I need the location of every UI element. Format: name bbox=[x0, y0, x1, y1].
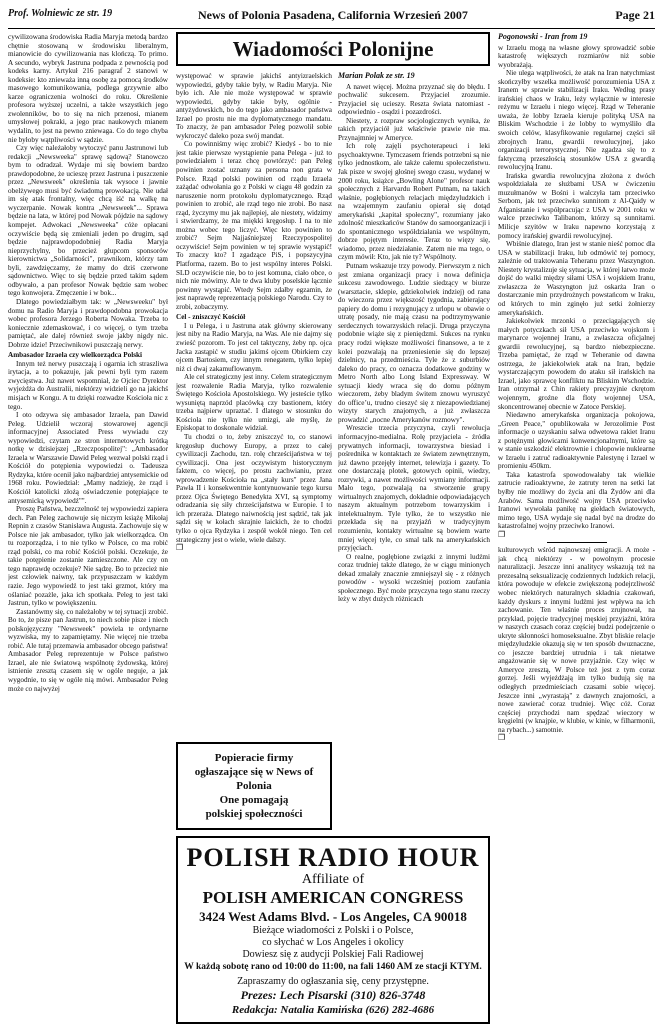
article-signature: Pogonowski - Iran from 19 bbox=[498, 33, 588, 41]
paragraph: Wbiśnie dlatego, Iran jest w stanie nieść pomoc dla USA w stabilizacji Iraku, lub odmówić tej pomocy, zależnie od traktowania Teheranu przez Waszyngton. Niestety krystalizuje się sytuacja, w której łatwo może dojść do walki między siłami USA i wojskiem Iranu, zwłaszcza że Waszyngton już oskarża Iran o dostarczanie min przydrożnych powstańcom w Iraku, od których to min zginęło już setki żołnierzy amerykańskich. bbox=[498, 240, 655, 317]
section-banner: Wiadomości Polonijne bbox=[176, 32, 490, 66]
paragraph: Ich rolę zajęli psychoterapeuci i leki psychoaktywne. Tymczasem friends potrzebni są nie tylko jednostkom, ale także całemu społeczeństwu. Jak pisze w swojej głośnej swego czasu, wydanej w 2000 roku, książce „Bowling Alone" profesor nauk społecznych z Harvardu Robert Putnam, na takich właśnie, pogłębionych relacjach międzyludzkich i na wzajemnym zaufaniu opierał się dotąd amerykański „kapitał społeczny", rozumiany jako zdolność mieszkańców Stanów do samoorganizacji i do spontanicznego współdziałania we wspólnym, dobrze pojętym interesie. Teraz to więzy się, wiadomo, przez niedziałanie. Zatem nie ma tego, o czym mówił: Kto, jak nie ty? Wspólnoty. bbox=[338, 142, 490, 262]
radio-ad-invite: Zapraszamy do ogłaszania się, ceny przystępne. bbox=[237, 976, 429, 987]
paragraph: Co powinniśmy więc zrobić? Kiedyś - bo to nie jest takie pierwsze wystąpienie pana Pelega - już to powiedziałem i teraz chcę powtórzyć: pan Peleg powinien zostać uznany za persona non grata w Polsce. Rząd polski powinien od rządu Izraela zażądać odwołania go z Polski w ciągu 48 godzin za naruszenie norm protokołu dyplomatycznego. Rząd powinien to zrobić, ale rząd tego nie zrobi. Bo nasz rząd, życzymy mu jak najlepiej, ale niestety, widzimy i stwierdzamy, że ma miękki kręgosłup. I na to nie można wobec tego liczyć. Więc kto powinien to zrobić? Sejm Najjaśniejszej Rzeczypospolitej oczywiście! Sejm powinien w tej sprawie wystąpić! To znaczy kto? I zgadzące PiS, i popszycyjna Platforma, razem. Bo to jest wspólny interes Polski. SLD oczywiście nie, bo to jest komuna, ciało obce, o nich nie mówimy. Ale te dwa kluby poselskie łącznie powinny wystąpić. Wtedy Sejm zdałby egzamin, że jest naprawdę reprezentacją polskiego Narodu. Czy to zrobi, zobaczymy. bbox=[176, 140, 332, 311]
section-heading: Ambasador Izraela czy wielkorządca Polski bbox=[8, 351, 143, 360]
middle-column bbox=[176, 72, 332, 732]
paragraph: Zastanówmy się, co należałoby w tej sytuacji zrobić. Bo to, że pisze pan Jastrun, to niech sobie pisze i niech polskojęzyczny "Newsweek" powiela te ordynarne wyzwiska, my to zapamiętamy. Nie więcej nie trzeba robić. Ale tutaj przemawia ambasador obcego państwa! Ambasador Peleg reprezentuje w Polsce państwo Izrael, ale nie światową wspólnotę żydowską, której istnienie zresztą czasem się w ogóle neguje, a jak wygodnie, to się w ogóle nią mówi. Ambasador Peleg może co najwyżej bbox=[8, 607, 168, 693]
paragraph: Jakiekolwiek mrzonki o przeciągających się małych potyczkach sił USA przeciwko wojskom i marynarce wojennej Iranu, a zwłaszcza oficjalnej gwardii rewolucyjnej, są bardzo niebezpieczne. Trzeba pamiętać, że rząd w Teheranie od dawna ostrzega, że jakiekolwiek atak na Iran, będzie wystarczającym powodem do ataku sił irańskich na Izrael, jako sprawcę konfliktu na Bliskim Wschodzie. Iran otrzymał z Chin rakiety precyzyjnie ckrętom wojennym, groźne dla floty wojennej USA, skoncentrowanej obecnie w Zatoce Perskiej. bbox=[498, 317, 655, 411]
paragraph: w Izraelu mogą na własne głowy sprowadzić sobie katastrofę większych rozmiarów niż sobie wyobrażają. bbox=[498, 43, 655, 69]
ad-line: One pomagają bbox=[219, 794, 289, 806]
paragraph: Niedawno amerykańska organizacja pokojowa, „Green Peace," opublikowała w Jerozolimie Post informacje o uzyskaniu salwa odwetowa rakiet Iranu z potężnymi głowicami konwencjonalnymi, które są w stanie uszkodzić elektrownie i chłopowie nuklearne w Izraelu i zatruć radioaktywnie Palestynę i Izrael w promieniu 450km. bbox=[498, 411, 655, 471]
paragraph: Innym też nerwy puszczają i ogarnia ich straszliwa irytacja, a to pokazuje, jak pewni byli tym razem zwycięstwa. Już nawet wspomniał, że Ojciec Dyrektor wyjeżdża do Australii, niektórzy widzieli go na jakichś misjach w Kongu. A tu dzięki rozwadze Kościoła nic z tego. bbox=[8, 359, 168, 411]
paragraph: O realne, pogłębione związki z innymi ludźmi coraz trudniej także dlatego, że w ciągu minionych dekad zmalały znacznie zmniejszył się - z różnych powodów - wysoki wcześniej poziom zaufania społecznego. Być może przyczyna tego stanu rzeczy leży w zbyt dużych różnicach bbox=[338, 552, 490, 604]
ad-line: Popieracie firmy bbox=[214, 752, 294, 764]
ad-line: polskiej społeczności bbox=[205, 808, 303, 820]
header-masthead: News of Polonia Pasadena, California Wrzesień 2007 bbox=[198, 8, 468, 22]
end-mark: ❐ bbox=[498, 529, 506, 539]
radio-hour-ad bbox=[176, 836, 490, 1024]
ad-line: Polonia bbox=[236, 780, 272, 792]
paragraph: cywilizowana środowiska Radia Maryja metodą bardzo chętnie stosowaną w środowisku liberalnym, mianowicie do cywilizowania nas klończą. To primo. A secundo, wybryk Jastruna podpada z pewnością pod kodeks karny. Artykuł 216 paragraf 2 stanowi w kodeksie: kto znieważa inną osobę za pomocą środków masowego komunikowania, podlega grzywnie albo karze ograniczenia wolności do roku. Określenie profesora wyższej uczelni, a także wszystkich jego zwolenników, bo to się na nich przenosi, mianem umysłowej pokraki, a jego prac naukowych mianem wydalin, to jest na pewno zniewaga. Co do tego chyba nie byłoby wątpliwości w sądzie. bbox=[8, 33, 168, 144]
radio-ad-title: POLISH RADIO HOUR bbox=[186, 843, 480, 872]
paragraph: Niestety, z rozpraw socjologicznych wynika, że takich przyjaciół już właściwie prawie nie ma. Przynajmniej w Ameryce. bbox=[338, 116, 490, 142]
radio-ad-desc: co słychać w Los Angeles i okolicy bbox=[262, 937, 404, 948]
left-column bbox=[8, 33, 168, 1018]
page-header bbox=[8, 8, 655, 26]
right-column bbox=[498, 33, 655, 1018]
paragraph: Ale cel strategiczny jest inny. Celem strategicznym jest rozwalenie Radia Maryja, tylko rozwalenie Świętego Kościoła Apostolskiego. Wy jesteście tylko wysuniętą naprzód placówką czy bastionem, który trzeba najpierw upraztać. I dlatego w stosunku do Kościoła nie tylko nie umizgi, ale myślę, że Episkopat to doskonale widział. bbox=[176, 373, 332, 433]
paragraph: Tu chodzi o to, żeby zniszczyć to, co stanowi kręgosłup duchowy Europy, a przez to całej cywilizacji Zachodu, tzn. rolę chrześcijaństwa w tej cywilizacji. Ona jest oczywistym historycznym faktem, co więcej, po prostu zachwianiu, przez wprowadzenie Kościoła na „stały kurs" przez Jana Pawła II i konsekwentnie kontynuowanie tego kursu przez Ojca Świętego Benedykta XVI, są symptomy odradzania się siły chrześcijaństwa w Europie. I to ich przeraża. Dlatego naiwnością jest sądzić, tak jak sądzi się w kołach skrajnie laickich, że to chodzi tylko o ojca Rydzyka i zespół wokół niego. Ten cel strategiczny jest o wiele, wiele dalszy. bbox=[176, 432, 332, 544]
radio-ad-desc: Dowiesz się z audycji Polskiej Fali Radiowej bbox=[242, 949, 424, 960]
paragraph: I oto odzywa się ambasador Izraela, pan Dawid Peleg. Udzielił wczoraj stowarowej agencji informacyjnej Associated Press wywiadu czy wypowiedzi, czytam ze stron internetowych krótką notkę w dzisiejszej „Rzeczpospolitej": „Ambasador Izraela w Warszawie Dawid Peleg wezwał polski rząd i Kościół do potępienia wypowiedzi o. Tadeusza Rydzyka, które ocenił jako najbardziej antysemickie od 1968 roku. Powiedział: „Mamy nadzieję, że rząd i Kościół katolicki złożą oświadczenie potępiające te antysemicką wypowiedź"". bbox=[8, 411, 168, 505]
paragraph: Putnam wskazuje trzy powody. Pierwszym z nich jest zmiana organizacji pracy i nowa definicja sukcesu zawodowego. Ludzie siedzący w biurze (warsztacie, sklepie, gdziekolwiek indziej) od rana do wieczora przez większość tygodnia, zabierający papiery do domu i rezygnujący z urlopu w obawie o utratę posady, nie mają czasu na podtrzymywanie serdecznych towarzyskich relacji. Druga przyczyna podobnie wiąże się z pieniędzmi. Sukces na rynku pracy rodzi większe możliwości finansowe, a te z kolei pozwalają na przeniesienie się do lepszej dzielnicy, na przedmieścia. Tyle że z suburbiów daleko do pracy, co oznacza dodatkowe godziny w Metro North albo Long Island Expressway. W sytuacji kiedy wraca się do domu późnym wieczorem, żeby bladym świtem znowu wyruszyć do officeʼu, trudno cieszyć się z niezapowiedzianej wizyty starych znajomych, a już zwłaszcza prowadzić „nocne Amerykanów rozmowy". bbox=[338, 262, 490, 424]
paragraph: A nawet więcej. Można przyznać się do błędu. I pochwalić sukcesem. Przyjaciel zrozumie. Przyjaciel się ucieszy. Reszta świata natomiast - odpowiednio - osądzi i pozazdrości. bbox=[338, 82, 490, 117]
end-mark: ❐ bbox=[498, 733, 506, 743]
support-ad-box bbox=[176, 742, 332, 830]
ad-line: ogłaszające się w News of bbox=[194, 766, 314, 778]
article-signature: Marian Polak ze str. 19 bbox=[338, 72, 415, 80]
divider bbox=[547, 542, 607, 543]
paragraph: Taka katastrofa spowodowałaby tak wielkie zatrucie radioaktywne, że zatruty teren na setki lat byłby nie możliwy do życia ani dla Żydów ani dla Arabów. Sama możliwość wojny USA przeciwko Iranowi wywołała panikę na giełdach światowych, mimo tego, USA wydaje się nadal być na drodze do katastrofalnej wojny przeciwko Iranowi. bbox=[498, 470, 655, 531]
paragraph: Proszę Państwa, bezczelność tej wypowiedzi zapiera dech. Pan Peleg zachowuje się niczym książę Mikołaj Repnin z czasów Stanisława Augusta. Zachowuje się w Polsce nie jak ambasador, tylko jak wielkorządca. On tu rozporządza, i to nie tylko w Polsce, co ma robić rząd polski, co ma robić Kościół polski. Oczekuje, że takie potępienie zostanie zamieszczone. Ale czy on tego naprawdę oczekuje? Nie sądzę. Bo to przecież nie jest człowiek naiwny, tak przypuszczam w każdym razie. Jego wypowiedź to jest taki grzmot, który ma oślaniać pozażle, jaka ich spotkała. Peleg to jest taki Jastrun, tylko w powiększeniu. bbox=[8, 505, 168, 608]
article-column bbox=[338, 72, 490, 804]
paragraph: Dlatego powiedziałbym tak: w „Newsweeku" był domu na Radio Maryja i prawdopodobna prowokacja wobec profesora Jerzego Roberta Nowaka. Trzeba to koniecznie zdemaskować, i co więcej, o tym trzeba pamiętać, ale dalej również swoje jakby nigdy nic. Dobrze idzie! Przeciwnikowi puszczają nerwy. bbox=[8, 297, 168, 349]
paragraph: kulturowych wśród najnowszej emigracji. A może - jak chcą niektórzy - w powolnym procesie naturalizacji. Jeszcze inni analitycy wskazują też na prezesalną seksualizację codziennych ludzkich relacji, która powoduje w efekcie zwiększoną podejrzliwość wobec niektórych naturalnych składnia czakowań, każdy dyskurs z innymi ludźmi jest wpływa na ich zachowanie. Ten właśnie proces zrujnował, na przykład, pojęcie tradycyjnej męskiej przyjaźni, która w naszych czasach coraz częściej budzi podejrzenie o ukryte skłonności homoseksualne. Zbyt bliskie relacje międzyludzkie okazują się w ten sposób dwuznaczne, co jeszcze bardziej utrudnia i tak nietatwe angażowanie się w nowe przyjaźnie. Czy więc w Ameryce zresztą, W Polsce też jest z tym coraz gorzej. Jeśli wyjeżdżają im tylko budują się na odległych przedmieściach czasami sobie więcej. Jeszcze inni „wyrastają" z dawnych znajomości, a nowe zawierać coraz trudniej. Więc cóż. Coraz częściej przychodzi nam spędzać wieczory w kręgielni (w knajpie, w klubie, w kinie, w filharmonii, na rybach...) samotnie. bbox=[498, 546, 655, 734]
radio-ad-schedule: W każdą sobotę rano od 10:00 do 11:00, na fali 1460 AM ze stacji KTYM. bbox=[184, 962, 482, 972]
paragraph: Nie ulega wątpliwości, że atak na Iran natychmiast skończyłby wszelka możliwość porozumienia USA z Iranem w sprawie stabilizacji Iraku. Według prasy irańskiej chaos w Iraku, leży wyłącznie w interesie reżymu w Izraelu i niego więcej. Rząd w Teheranie uważa, że lobby Izraela kieruje polityką USA na Bliskim Wschodzie i że lobby to wymyśliło dla swoich celów, klasyfikowanie regularnej części sił zbrojnych Iranu, gwardii rewolucyjnej, jako organizacji terrorystycznej. Nie zgadza się to z faktyczną przeszłością stosunków USA z gwardią rewolucyjną Iranu. bbox=[498, 69, 655, 172]
radio-ad-address: 3424 West Adams Blvd. - Los Angeles, CA 90018 bbox=[199, 909, 467, 924]
end-mark: ❐ bbox=[176, 543, 184, 553]
section-heading: Cel - zniszczyć Kościół bbox=[176, 313, 246, 322]
radio-ad-desc: Bieżące wiadomości z Polski i o Polsce, bbox=[252, 925, 414, 936]
paragraph: Czy więc należałoby wytoczyć panu Jastrunowi lub redakcji „Newsweeka" sprawę sądową? Stanowczo bym to odradzał. Wydaje mi się bowiem bardzo prawdopodobne, że ucieszę przez Jastruna i puszczenie przez „Newsweek" określenia tak wysoce i jawnie obelżywego musi być świadomą prowokacją. Nie udał im się atak frontalny, więc chcą iść na walkę na wyczerpanie. Nowak kontra „Newsweek"... Sprawa będzie na lata, w której pod Nowak pójdzie na sądowy kompejet. Adwokaci „Newsweeka" cóże opłacani oczywiście będą się zmieniali jeden po drugim, sąd będzie najprawdopodobniej Radia Maryja nieprzychylny, bo przecież głupcom sponsorów kierownictwa „Solidarności", prawnikom, którzy tam byli, zawdzięczamy, że mamy do dziś czerwone sądownictwo. Więc to się będzie przed takim sądem odbywało, a pan profesor Nowak będzie sam wobec tego konwojera. Zmęczenie i w bok... bbox=[8, 144, 168, 298]
radio-ad-affiliate: Affiliate of bbox=[301, 872, 365, 887]
radio-ad-editor: Redakcja: Natalia Kamińska (626) 282-4686 bbox=[231, 1004, 435, 1016]
radio-ad-president: Prezes: Lech Pisarski (310) 826-3748 bbox=[240, 988, 426, 1002]
paragraph: Irańska gwardia rewolucyjna złożona z dwóch wspołdziałała ze służbami USA w ćwiczeniu muzułmanów w Bośni i walczyła tam przeciwko Serbom, jak też przeciwko sunnitom z Al-Qaidy w Afganistanie i współpracując z USA w 2001 roku w walce przeciwko Talibanom, którzy są sunnitami. Milicje szyitów w Iraku napewno korzystają z pomocy irańskiej gwardii rewolucyjnej. bbox=[498, 171, 655, 240]
header-rule bbox=[8, 28, 655, 29]
header-signature: Prof. Wolniewic ze str. 19 bbox=[8, 8, 113, 19]
radio-ad-org: POLISH AMERICAN CONGRESS bbox=[202, 888, 464, 907]
paragraph: I u Pelega, i u Jastruna atak główny skierowany jest niby na Radio Maryja, na Was. Ale nie dajmy się zwieść pozorom. To jest cel taktyczny, żeby np. ojca Jacka zastąpić w studiu jakimś ojcem Obirkiem czy ojcem Bartosiem, czy innym renegatem, tylko lepiej niż ci dwaj zakamuflowanym. bbox=[176, 321, 332, 373]
page-number: Page 21 bbox=[615, 8, 655, 22]
paragraph: występować w sprawie jakichś antyizraelskich wypowiedzi, gdyby takie były, w Radiu Maryja. Nie było ich. Ale nie może występować w sprawie wypowiedzi, gdyby takie były, ogólnie - antyżydowskich, bo do tego jako ambasador państwa Izrael po prostu nie ma dyplomatycznego mandatu. To znaczy, że pan ambasador Peleg pozwolił sobie wykroczyć daleko poza swój mandat. bbox=[176, 72, 332, 140]
paragraph: Wreszcie trzecia przyczyna, czyli rewolucja informacyjno-medialna. Rolę przyjaciela - źródła prywatnych informacji, towarzystwa biesiad i pośrednika w kontaktach ze światem zewnętrznym, już dawno przejęły internet, telewizja i gazety. To one dostarczają plotek, gotowych opinii, wiedzy, rozrywki, a nawet możliwości wymiany informacji. Mało tego, pozwalają na stworzenie grupy wirtualnych znajomych, dokładnie odpowiadających naszym aktualnym potrzebom towarzyskim i intelektualnym. Tyle tylko, że to wszystko nie przekłada się na przyjaźń w tradycyjnym rozumieniu, kontakty wirtualne są bowiem warte mniej więcej tyle, co smal talk na amerykańskich przyjęciach. bbox=[338, 424, 490, 553]
